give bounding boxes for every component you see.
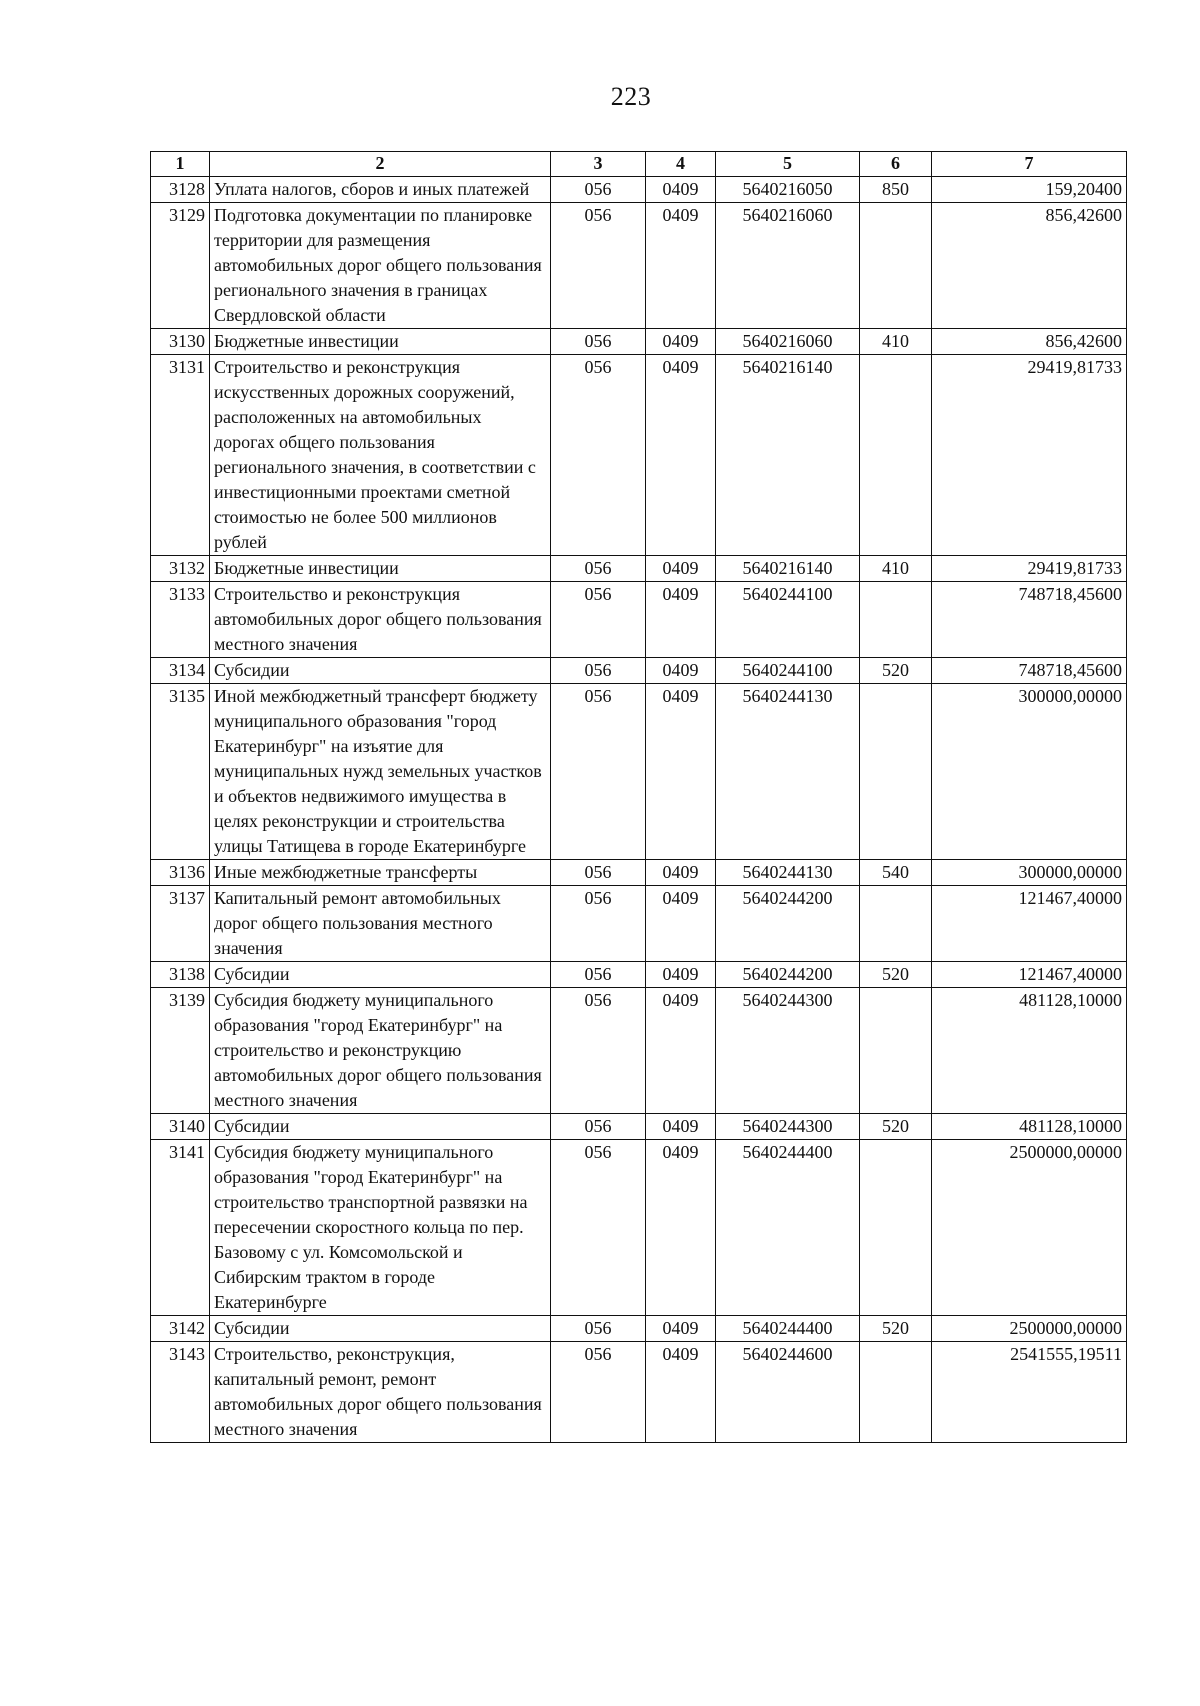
- row-ministry-code: 056: [551, 177, 646, 203]
- row-target-code: 5640244400: [716, 1140, 860, 1316]
- row-name: Субсидии: [210, 962, 551, 988]
- table-row: [151, 886, 1127, 962]
- table-row: [151, 582, 1127, 658]
- row-expense-type: [860, 355, 932, 556]
- row-section-code: 0409: [646, 988, 716, 1114]
- table-row: [151, 1140, 1127, 1316]
- row-section-code: 0409: [646, 582, 716, 658]
- row-section-code: 0409: [646, 1342, 716, 1443]
- row-section-code: 0409: [646, 556, 716, 582]
- row-name: Уплата налогов, сборов и иных платежей: [210, 177, 551, 203]
- row-target-code: 5640244100: [716, 582, 860, 658]
- table-row: [151, 1114, 1127, 1140]
- row-ministry-code: 056: [551, 203, 646, 329]
- header-col-7: 7: [932, 152, 1127, 177]
- row-target-code: 5640244130: [716, 684, 860, 860]
- header-col-3: 3: [551, 152, 646, 177]
- row-target-code: 5640244130: [716, 860, 860, 886]
- row-target-code: 5640216060: [716, 203, 860, 329]
- row-section-code: 0409: [646, 355, 716, 556]
- row-ministry-code: 056: [551, 684, 646, 860]
- row-target-code: 5640244300: [716, 1114, 860, 1140]
- row-target-code: 5640244600: [716, 1342, 860, 1443]
- header-col-4: 4: [646, 152, 716, 177]
- row-ministry-code: 056: [551, 886, 646, 962]
- table-row: [151, 962, 1127, 988]
- header-col-1: 1: [151, 152, 210, 177]
- row-number: 3142: [151, 1316, 210, 1342]
- row-amount: 856,42600: [932, 329, 1127, 355]
- row-expense-type: [860, 1140, 932, 1316]
- row-name: Субсидия бюджету муниципального образования "город Екатеринбург" на строительство транспортной развязки на пересечении скоростного кольца по пер. Базовому с ул. Комсомольской и Сибирским трактом в городе Екатеринбурге: [210, 1140, 551, 1316]
- row-name: Субсидии: [210, 658, 551, 684]
- row-amount: 300000,00000: [932, 684, 1127, 860]
- row-ministry-code: 056: [551, 1114, 646, 1140]
- row-amount: 29419,81733: [932, 556, 1127, 582]
- row-number: 3137: [151, 886, 210, 962]
- row-target-code: 5640244100: [716, 658, 860, 684]
- row-number: 3141: [151, 1140, 210, 1316]
- budget-table: [150, 151, 1127, 1443]
- table-body: [151, 177, 1127, 1443]
- row-section-code: 0409: [646, 329, 716, 355]
- row-ministry-code: 056: [551, 962, 646, 988]
- table-row: [151, 556, 1127, 582]
- row-name: Субсидия бюджету муниципального образования "город Екатеринбург" на строительство и реконструкцию автомобильных дорог общего пользования местного значения: [210, 988, 551, 1114]
- row-target-code: 5640244200: [716, 886, 860, 962]
- header-col-6: 6: [860, 152, 932, 177]
- row-amount: 121467,40000: [932, 886, 1127, 962]
- table-row: [151, 988, 1127, 1114]
- row-section-code: 0409: [646, 886, 716, 962]
- row-number: 3135: [151, 684, 210, 860]
- row-target-code: 5640216140: [716, 355, 860, 556]
- row-expense-type: 540: [860, 860, 932, 886]
- row-target-code: 5640216060: [716, 329, 860, 355]
- row-number: 3132: [151, 556, 210, 582]
- row-ministry-code: 056: [551, 556, 646, 582]
- row-amount: 856,42600: [932, 203, 1127, 329]
- table-row: [151, 1316, 1127, 1342]
- row-section-code: 0409: [646, 203, 716, 329]
- row-name: Подготовка документации по планировке территории для размещения автомобильных дорог общего пользования регионального значения в границах Свердловской области: [210, 203, 551, 329]
- row-expense-type: 520: [860, 1316, 932, 1342]
- row-name: Строительство и реконструкция искусственных дорожных сооружений, расположенных на автомобильных дорогах общего пользования регионального значения, в соответствии с инвестиционными проектами сметной стоимостью не более 500 миллионов рублей: [210, 355, 551, 556]
- header-col-5: 5: [716, 152, 860, 177]
- row-amount: 748718,45600: [932, 658, 1127, 684]
- row-number: 3139: [151, 988, 210, 1114]
- row-ministry-code: 056: [551, 860, 646, 886]
- row-number: 3143: [151, 1342, 210, 1443]
- row-ministry-code: 056: [551, 582, 646, 658]
- row-amount: 2500000,00000: [932, 1140, 1127, 1316]
- table-row: [151, 177, 1127, 203]
- row-expense-type: 520: [860, 1114, 932, 1140]
- row-name: Иные межбюджетные трансферты: [210, 860, 551, 886]
- row-section-code: 0409: [646, 1316, 716, 1342]
- row-section-code: 0409: [646, 1140, 716, 1316]
- row-amount: 2500000,00000: [932, 1316, 1127, 1342]
- row-target-code: 5640244400: [716, 1316, 860, 1342]
- row-section-code: 0409: [646, 860, 716, 886]
- row-ministry-code: 056: [551, 329, 646, 355]
- row-section-code: 0409: [646, 658, 716, 684]
- row-amount: 29419,81733: [932, 355, 1127, 556]
- table-row: [151, 1342, 1127, 1443]
- row-number: 3130: [151, 329, 210, 355]
- row-name: Строительство и реконструкция автомобильных дорог общего пользования местного значения: [210, 582, 551, 658]
- row-expense-type: [860, 886, 932, 962]
- table-row: [151, 355, 1127, 556]
- row-ministry-code: 056: [551, 988, 646, 1114]
- row-expense-type: 850: [860, 177, 932, 203]
- row-expense-type: 520: [860, 962, 932, 988]
- row-name: Бюджетные инвестиции: [210, 556, 551, 582]
- table-row: [151, 329, 1127, 355]
- row-amount: 159,20400: [932, 177, 1127, 203]
- row-ministry-code: 056: [551, 658, 646, 684]
- header-col-2: 2: [210, 152, 551, 177]
- row-expense-type: [860, 1342, 932, 1443]
- row-target-code: 5640216050: [716, 177, 860, 203]
- row-number: 3128: [151, 177, 210, 203]
- row-expense-type: [860, 203, 932, 329]
- row-number: 3138: [151, 962, 210, 988]
- page-number: 223: [610, 82, 652, 111]
- row-section-code: 0409: [646, 1114, 716, 1140]
- row-section-code: 0409: [646, 177, 716, 203]
- row-expense-type: [860, 582, 932, 658]
- row-expense-type: 520: [860, 658, 932, 684]
- table-row: [151, 203, 1127, 329]
- row-amount: 481128,10000: [932, 1114, 1127, 1140]
- row-target-code: 5640244200: [716, 962, 860, 988]
- table-row: [151, 860, 1127, 886]
- row-name: Субсидии: [210, 1114, 551, 1140]
- row-name: Иной межбюджетный трансферт бюджету муниципального образования "город Екатеринбург" на изъятие для муниципальных нужд земельных участков и объектов недвижимого имущества в целях реконструкции и строительства улицы Татищева в городе Екатеринбурге: [210, 684, 551, 860]
- row-amount: 2541555,19511: [932, 1342, 1127, 1443]
- row-amount: 121467,40000: [932, 962, 1127, 988]
- row-number: 3136: [151, 860, 210, 886]
- row-expense-type: [860, 684, 932, 860]
- table-row: [151, 658, 1127, 684]
- row-ministry-code: 056: [551, 355, 646, 556]
- row-amount: 748718,45600: [932, 582, 1127, 658]
- row-ministry-code: 056: [551, 1316, 646, 1342]
- row-section-code: 0409: [646, 962, 716, 988]
- row-number: 3134: [151, 658, 210, 684]
- row-target-code: 5640244300: [716, 988, 860, 1114]
- row-name: Бюджетные инвестиции: [210, 329, 551, 355]
- row-number: 3140: [151, 1114, 210, 1140]
- table-row: [151, 684, 1127, 860]
- row-number: 3131: [151, 355, 210, 556]
- row-name: Строительство, реконструкция, капитальный ремонт, ремонт автомобильных дорог общего пользования местного значения: [210, 1342, 551, 1443]
- row-expense-type: 410: [860, 329, 932, 355]
- row-number: 3133: [151, 582, 210, 658]
- row-expense-type: 410: [860, 556, 932, 582]
- row-expense-type: [860, 988, 932, 1114]
- row-name: Субсидии: [210, 1316, 551, 1342]
- row-section-code: 0409: [646, 684, 716, 860]
- row-amount: 300000,00000: [932, 860, 1127, 886]
- row-ministry-code: 056: [551, 1140, 646, 1316]
- row-amount: 481128,10000: [932, 988, 1127, 1114]
- header-row: [151, 152, 1127, 177]
- row-target-code: 5640216140: [716, 556, 860, 582]
- row-name: Капитальный ремонт автомобильных дорог общего пользования местного значения: [210, 886, 551, 962]
- row-ministry-code: 056: [551, 1342, 646, 1443]
- row-number: 3129: [151, 203, 210, 329]
